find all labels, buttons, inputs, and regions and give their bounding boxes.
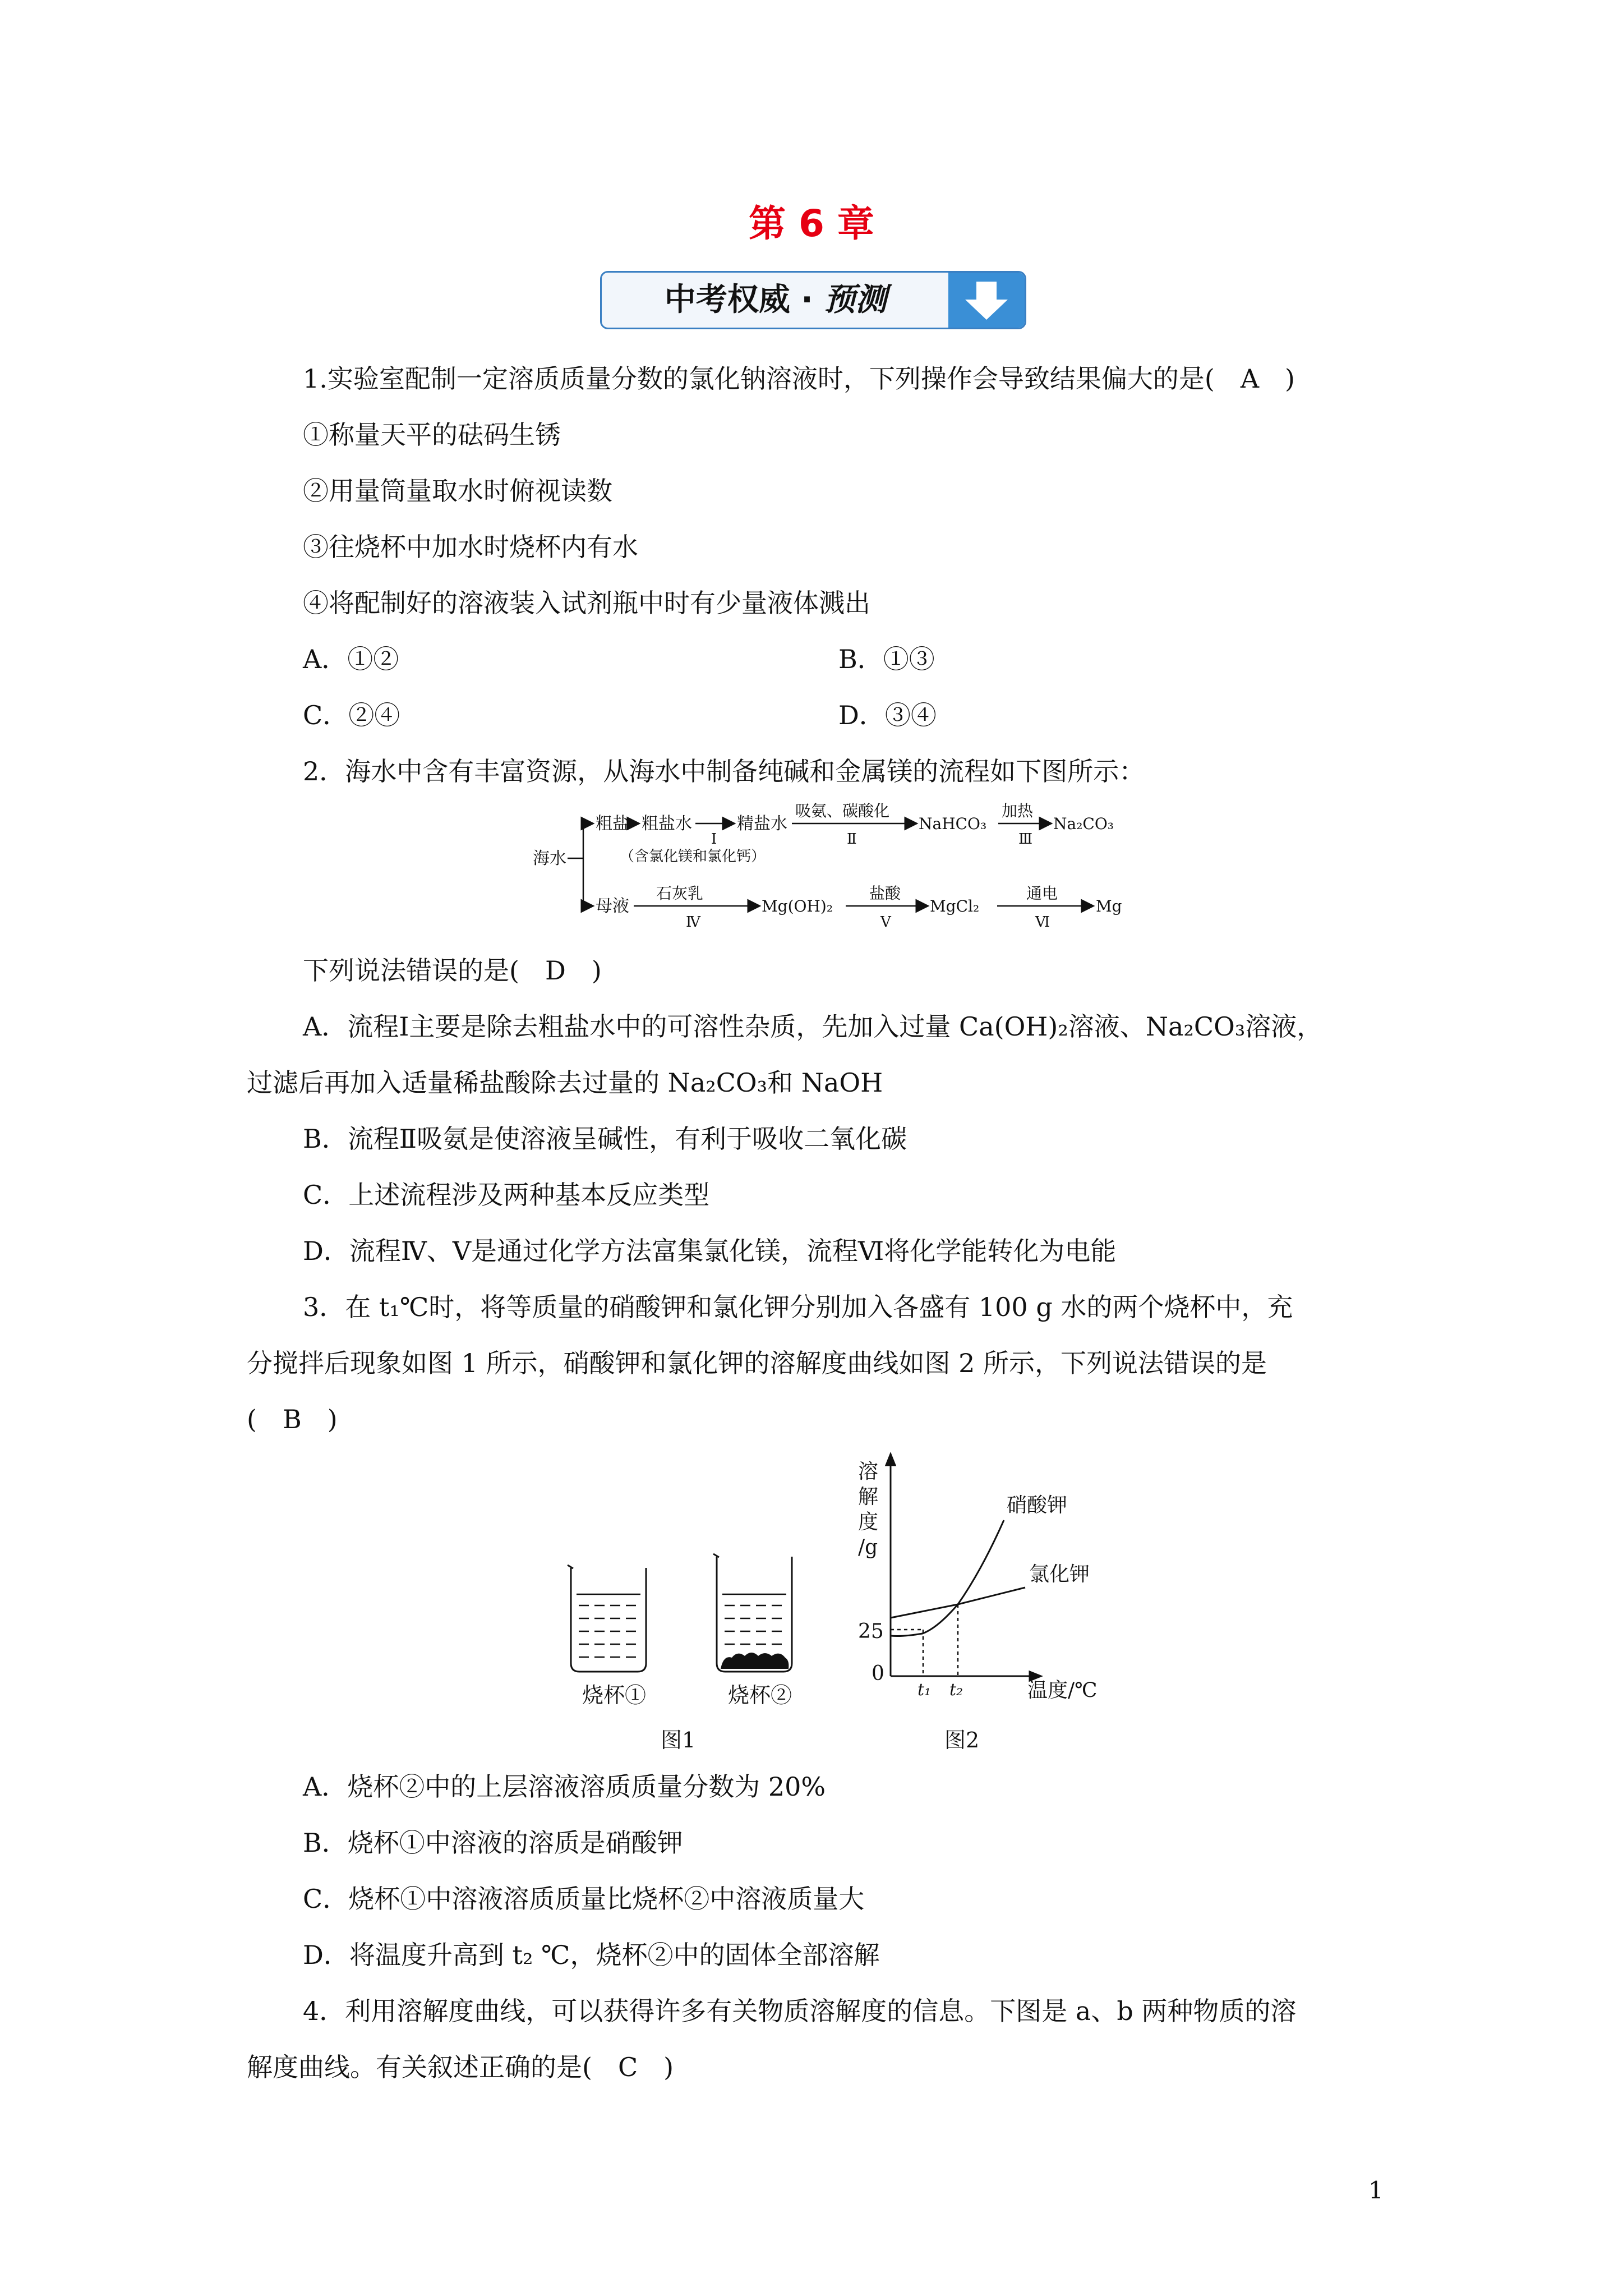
banner-italic-text: 预测 [824, 282, 887, 318]
flow-step-2: Ⅱ [847, 831, 857, 848]
flow-impurity-note: （含氯化镁和氯化钙） [620, 848, 766, 865]
flow-cond-6: 通电 [1026, 884, 1058, 903]
q3-option-b: B．烧杯①中溶液的溶质是硝酸钾 [303, 1828, 683, 1858]
flow-mgcl2: MgCl₂ [930, 897, 980, 915]
fig2-t1: t₁ [917, 1680, 932, 1700]
beaker-1-label: 烧杯① [582, 1683, 647, 1708]
beaker-2 [713, 1554, 792, 1672]
q3-option-d: D．将温度升高到 t₂ ℃，烧杯②中的固体全部溶解 [303, 1940, 880, 1970]
q1-option-d: D．③④ [838, 700, 937, 730]
flow-diagram [527, 797, 1161, 937]
q3-option-a: A．烧杯②中的上层溶液溶质质量分数为 20% [303, 1772, 826, 1802]
flow-mgoh2: Mg(OH)₂ [762, 897, 833, 915]
q1-item-3: ③往烧杯中加水时烧杯内有水 [303, 532, 638, 562]
q1-option-c: C．②④ [303, 700, 400, 730]
flow-crude-salt: 粗盐 [596, 814, 629, 834]
figure-2-caption: 图2 [944, 1728, 980, 1752]
q1-option-a: A．①② [303, 644, 399, 674]
flow-nahco3: NaHCO₃ [919, 815, 987, 833]
q1-item-4: ④将配制好的溶液装入试剂瓶中时有少量液体溅出 [303, 588, 870, 618]
flow-step-4: Ⅳ [686, 914, 700, 931]
flow-cond-2: 吸氨、碳酸化 [795, 802, 890, 820]
q2-option-c: C．上述流程涉及两种基本反应类型 [303, 1180, 710, 1210]
flow-crude-brine: 粗盐水 [642, 814, 692, 834]
q2-question: 下列说法错误的是( D ) [303, 955, 602, 986]
down-arrow-icon [948, 273, 1025, 328]
q1-stem: 1.实验室配制一定溶质质量分数的氯化钠溶液时，下列操作会导致结果偏大的是( A ) [303, 364, 1295, 394]
flow-step-3: Ⅲ [1018, 831, 1033, 848]
flow-na2co3: Na₂CO₃ [1053, 815, 1114, 833]
fig2-ylabel-1: 溶 [858, 1460, 879, 1483]
q3-stem-line2: 分搅拌后现象如图 1 所示，硝酸钾和氯化钾的溶解度曲线如图 2 所示，下列说法错误的是 [247, 1348, 1267, 1378]
banner-main-text: 中考权威 · [664, 282, 824, 318]
q3-stem-line1: 3．在 t₁℃时，将等质量的硝酸钾和氯化钾分别加入各盛有 100 g 水的两个烧杯中，充 [303, 1292, 1293, 1322]
flow-mg: Mg [1096, 897, 1122, 915]
flow-cond-4: 石灰乳 [656, 884, 704, 903]
q3-option-c: C．烧杯①中溶液溶质质量比烧杯②中溶液质量大 [303, 1884, 865, 1914]
flow-cond-5: 盐酸 [869, 884, 901, 903]
flow-mother-liquor: 母液 [596, 896, 629, 916]
chapter-title: 第 6 章 [749, 202, 874, 245]
fig2-curve-kno3-label: 硝酸钾 [1007, 1494, 1068, 1517]
q3-stem-line3: ( B ) [247, 1404, 338, 1434]
fig2-ylabel-4: /g [858, 1536, 878, 1559]
q2-option-a-line1: A．流程Ⅰ主要是除去粗盐水中的可溶性杂质，先加入过量 Ca(OH)₂溶液、Na₂CO₃溶液， [303, 1011, 1323, 1042]
banner-text [602, 273, 949, 328]
fig2-xlabel: 温度/℃ [1027, 1679, 1098, 1702]
flow-pure-brine: 精盐水 [737, 814, 787, 834]
fig2-origin: 0 [872, 1662, 884, 1685]
flow-step-6: Ⅵ [1035, 914, 1050, 931]
flow-source: 海水 [533, 849, 566, 868]
q2-option-d: D．流程Ⅳ、Ⅴ是通过化学方法富集氯化镁，流程Ⅵ将化学能转化为电能 [303, 1236, 1117, 1266]
beaker-1 [568, 1565, 646, 1672]
page-number: 1 [1368, 2177, 1384, 2204]
q2-option-a-line2: 过滤后再加入适量稀盐酸除去过量的 Na₂CO₃和 NaOH [247, 1068, 883, 1098]
beaker-2-label: 烧杯② [728, 1683, 792, 1708]
fig2-ylabel-3: 度 [858, 1511, 879, 1534]
fig2-curve-kcl-label: 氯化钾 [1029, 1563, 1090, 1586]
flow-cond-3: 加热 [1002, 802, 1034, 820]
q4-stem-line2: 解度曲线。有关叙述正确的是( C ) [247, 2052, 674, 2082]
fig2-t2: t₂ [949, 1680, 963, 1700]
fig2-ylabel-2: 解 [858, 1485, 879, 1508]
flow-step-5: Ⅴ [880, 914, 891, 931]
figure-1-caption: 图1 [661, 1728, 696, 1752]
flow-step-1: Ⅰ [711, 831, 717, 848]
solubility-figure [538, 1447, 1144, 1761]
q1-item-1: ①称量天平的砝码生锈 [303, 420, 561, 450]
fig2-curve-kno3 [891, 1520, 1004, 1636]
q1-option-b: B．①③ [838, 644, 935, 674]
fig2-ytick-25: 25 [858, 1620, 884, 1643]
section-banner [600, 271, 1026, 329]
q4-stem-line1: 4．利用溶解度曲线，可以获得许多有关物质溶解度的信息。下图是 a、b 两种物质的溶 [303, 1996, 1297, 2026]
q2-option-b: B．流程Ⅱ吸氨是使溶液呈碱性，有利于吸收二氧化碳 [303, 1124, 907, 1154]
q2-stem: 2．海水中含有丰富资源，从海水中制备纯碱和金属镁的流程如下图所示： [303, 756, 1145, 786]
q1-item-2: ②用量筒量取水时俯视读数 [303, 476, 612, 506]
